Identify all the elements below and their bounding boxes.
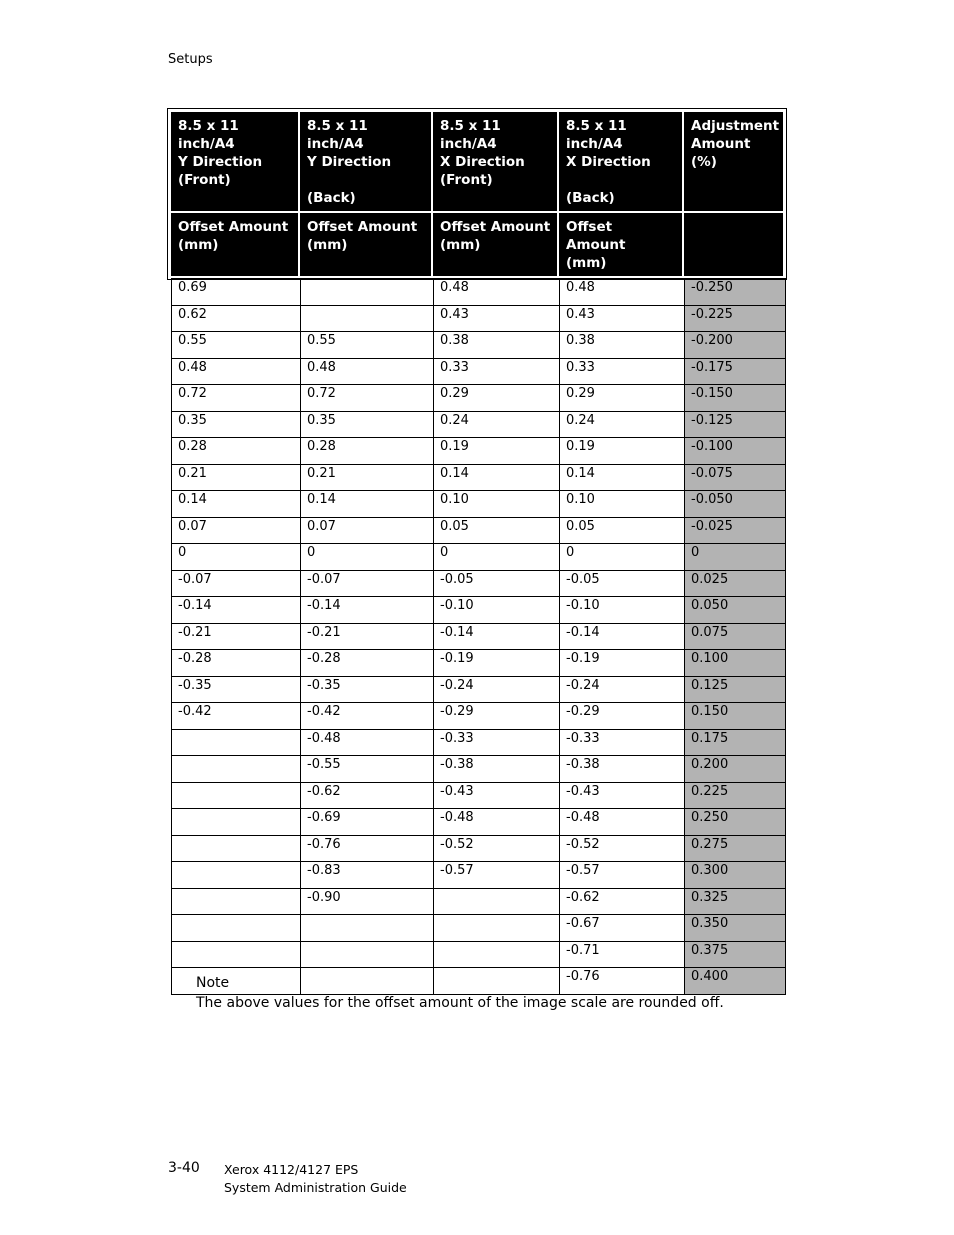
adjustment-cell: -0.225 xyxy=(685,305,786,332)
offset-cell: -0.83 xyxy=(301,862,434,889)
adjustment-cell: 0.350 xyxy=(685,915,786,942)
offset-cell: 0.07 xyxy=(172,517,301,544)
offset-cell: -0.19 xyxy=(560,650,685,677)
adjustment-cell: -0.250 xyxy=(685,279,786,306)
table-row xyxy=(172,756,786,783)
table-row xyxy=(172,650,786,677)
offset-cell: 0.33 xyxy=(434,358,560,385)
offset-cell: 0.55 xyxy=(301,332,434,359)
offset-cell: -0.05 xyxy=(560,570,685,597)
subheader-offset-3: Offset Amount (mm) xyxy=(432,212,558,277)
adjustment-cell: 0.325 xyxy=(685,888,786,915)
adjustment-cell: 0.100 xyxy=(685,650,786,677)
offset-table xyxy=(169,110,785,995)
offset-cell: -0.57 xyxy=(434,862,560,889)
offset-cell: -0.52 xyxy=(560,835,685,862)
adjustment-cell: -0.025 xyxy=(685,517,786,544)
adjustment-cell: 0.175 xyxy=(685,729,786,756)
footer-guide: System Administration Guide xyxy=(224,1180,407,1195)
offset-cell: -0.38 xyxy=(560,756,685,783)
subheader-offset-2: Offset Amount (mm) xyxy=(299,212,432,277)
table-row xyxy=(172,517,786,544)
offset-cell: -0.35 xyxy=(301,676,434,703)
offset-cell: 0.43 xyxy=(560,305,685,332)
table-row xyxy=(172,676,786,703)
footer-title xyxy=(224,1161,407,1197)
offset-cell: -0.42 xyxy=(301,703,434,730)
adjustment-cell: 0.150 xyxy=(685,703,786,730)
table-row xyxy=(172,888,786,915)
table-row xyxy=(172,703,786,730)
offset-cell: -0.07 xyxy=(172,570,301,597)
table-row xyxy=(172,729,786,756)
adjustment-cell: -0.150 xyxy=(685,385,786,412)
offset-cell: 0.38 xyxy=(434,332,560,359)
offset-cell: 0.29 xyxy=(434,385,560,412)
offset-cell: -0.33 xyxy=(560,729,685,756)
header-y-back: 8.5 x 11 inch/A4 Y Direction (Back) xyxy=(299,111,432,212)
offset-cell xyxy=(301,941,434,968)
header-x-front: 8.5 x 11 inch/A4 X Direction (Front) xyxy=(432,111,558,212)
offset-cell: 0.38 xyxy=(560,332,685,359)
table-row xyxy=(172,544,786,571)
offset-cell: -0.28 xyxy=(172,650,301,677)
offset-cell: -0.05 xyxy=(434,570,560,597)
offset-cell: 0.72 xyxy=(301,385,434,412)
offset-cell: -0.33 xyxy=(434,729,560,756)
subheader-offset-4: Offset Amount (mm) xyxy=(558,212,683,277)
table-row xyxy=(172,411,786,438)
offset-cell: 0 xyxy=(434,544,560,571)
offset-cell: -0.52 xyxy=(434,835,560,862)
offset-cell: -0.76 xyxy=(301,835,434,862)
offset-cell: 0.72 xyxy=(172,385,301,412)
offset-cell: -0.07 xyxy=(301,570,434,597)
header-adjustment: Adjustment Amount (%) xyxy=(683,111,784,212)
adjustment-cell: -0.175 xyxy=(685,358,786,385)
header-y-front: 8.5 x 11 inch/A4 Y Direction (Front) xyxy=(170,111,299,212)
offset-cell: 0 xyxy=(560,544,685,571)
offset-cell xyxy=(301,279,434,306)
header-x-back: 8.5 x 11 inch/A4 X Direction (Back) xyxy=(558,111,683,212)
offset-cell: 0.28 xyxy=(172,438,301,465)
offset-cell: -0.48 xyxy=(301,729,434,756)
offset-cell: 0.62 xyxy=(172,305,301,332)
subheader-offset-1: Offset Amount (mm) xyxy=(170,212,299,277)
offset-cell: -0.62 xyxy=(301,782,434,809)
offset-cell: 0.05 xyxy=(434,517,560,544)
offset-cell xyxy=(172,888,301,915)
table-body xyxy=(171,278,786,995)
adjustment-cell: 0.375 xyxy=(685,941,786,968)
offset-cell: -0.71 xyxy=(560,941,685,968)
offset-cell: -0.14 xyxy=(301,597,434,624)
note-title: Note xyxy=(196,975,230,991)
adjustment-cell: 0.200 xyxy=(685,756,786,783)
table-row xyxy=(172,305,786,332)
offset-cell: -0.42 xyxy=(172,703,301,730)
offset-cell: 0.14 xyxy=(560,464,685,491)
table-row xyxy=(172,570,786,597)
table-row xyxy=(172,385,786,412)
offset-cell: 0.19 xyxy=(560,438,685,465)
offset-cell: -0.14 xyxy=(434,623,560,650)
table-row xyxy=(172,332,786,359)
offset-cell: 0.48 xyxy=(172,358,301,385)
offset-cell: 0.55 xyxy=(172,332,301,359)
offset-cell xyxy=(172,729,301,756)
adjustment-cell: -0.200 xyxy=(685,332,786,359)
note-text: The above values for the offset amount of the image scale are rounded off. xyxy=(196,995,724,1011)
offset-cell xyxy=(434,888,560,915)
offset-cell xyxy=(434,941,560,968)
offset-cell: 0.14 xyxy=(434,464,560,491)
offset-cell: 0.48 xyxy=(301,358,434,385)
offset-cell: -0.19 xyxy=(434,650,560,677)
table-row xyxy=(172,862,786,889)
offset-cell: -0.67 xyxy=(560,915,685,942)
table-row xyxy=(172,279,786,306)
adjustment-cell: 0.250 xyxy=(685,809,786,836)
table-row xyxy=(172,915,786,942)
offset-cell xyxy=(172,915,301,942)
table-row xyxy=(172,835,786,862)
table-row xyxy=(172,464,786,491)
adjustment-cell: 0.400 xyxy=(685,968,786,995)
offset-cell: 0.21 xyxy=(172,464,301,491)
subheader-empty xyxy=(683,212,784,277)
offset-cell xyxy=(172,862,301,889)
offset-cell xyxy=(172,835,301,862)
offset-cell: 0 xyxy=(172,544,301,571)
offset-cell xyxy=(172,941,301,968)
offset-cell xyxy=(301,305,434,332)
adjustment-cell: 0.275 xyxy=(685,835,786,862)
offset-cell: -0.90 xyxy=(301,888,434,915)
offset-cell: 0.35 xyxy=(172,411,301,438)
offset-cell: 0.69 xyxy=(172,279,301,306)
offset-cell: -0.24 xyxy=(434,676,560,703)
offset-cell: -0.48 xyxy=(434,809,560,836)
table-row xyxy=(172,941,786,968)
offset-cell: -0.14 xyxy=(172,597,301,624)
offset-cell: -0.21 xyxy=(301,623,434,650)
offset-cell: -0.76 xyxy=(560,968,685,995)
table-row xyxy=(172,623,786,650)
adjustment-cell: 0.125 xyxy=(685,676,786,703)
offset-cell: 0.19 xyxy=(434,438,560,465)
offset-cell: 0.05 xyxy=(560,517,685,544)
table-row xyxy=(172,782,786,809)
adjustment-cell: 0.025 xyxy=(685,570,786,597)
offset-cell: -0.43 xyxy=(434,782,560,809)
offset-cell xyxy=(172,756,301,783)
adjustment-cell: 0 xyxy=(685,544,786,571)
offset-cell: -0.57 xyxy=(560,862,685,889)
adjustment-cell: -0.075 xyxy=(685,464,786,491)
offset-cell: 0.24 xyxy=(560,411,685,438)
table-row xyxy=(172,438,786,465)
offset-cell xyxy=(434,915,560,942)
adjustment-cell: -0.100 xyxy=(685,438,786,465)
offset-cell: -0.35 xyxy=(172,676,301,703)
note-block xyxy=(196,975,724,1011)
offset-cell: -0.29 xyxy=(434,703,560,730)
page-number: 3-40 xyxy=(168,1160,200,1176)
offset-cell: -0.62 xyxy=(560,888,685,915)
offset-cell: 0.33 xyxy=(560,358,685,385)
offset-cell: -0.28 xyxy=(301,650,434,677)
offset-cell: -0.48 xyxy=(560,809,685,836)
adjustment-cell: -0.125 xyxy=(685,411,786,438)
offset-cell: -0.10 xyxy=(434,597,560,624)
offset-cell: 0.35 xyxy=(301,411,434,438)
offset-cell: 0.43 xyxy=(434,305,560,332)
offset-cell: -0.14 xyxy=(560,623,685,650)
offset-cell: 0.10 xyxy=(560,491,685,518)
offset-cell: 0.29 xyxy=(560,385,685,412)
offset-cell: -0.55 xyxy=(301,756,434,783)
offset-cell: 0.21 xyxy=(301,464,434,491)
offset-cell: -0.38 xyxy=(434,756,560,783)
offset-cell: 0.24 xyxy=(434,411,560,438)
table-row xyxy=(172,597,786,624)
offset-cell: -0.10 xyxy=(560,597,685,624)
table-row xyxy=(172,809,786,836)
table-header xyxy=(169,110,785,278)
offset-cell xyxy=(301,915,434,942)
offset-cell: 0.07 xyxy=(301,517,434,544)
offset-cell: -0.69 xyxy=(301,809,434,836)
offset-cell: -0.43 xyxy=(560,782,685,809)
offset-cell: -0.24 xyxy=(560,676,685,703)
offset-cell: 0.28 xyxy=(301,438,434,465)
offset-cell: 0.14 xyxy=(301,491,434,518)
adjustment-cell: -0.050 xyxy=(685,491,786,518)
adjustment-cell: 0.075 xyxy=(685,623,786,650)
table-row xyxy=(172,358,786,385)
offset-cell: 0.48 xyxy=(434,279,560,306)
running-header: Setups xyxy=(168,52,213,67)
footer-product: Xerox 4112/4127 EPS xyxy=(224,1162,359,1177)
adjustment-cell: 0.050 xyxy=(685,597,786,624)
offset-cell: 0.14 xyxy=(172,491,301,518)
offset-cell xyxy=(172,782,301,809)
offset-cell: -0.21 xyxy=(172,623,301,650)
offset-cell: 0.10 xyxy=(434,491,560,518)
table-row xyxy=(172,491,786,518)
offset-cell: 0 xyxy=(301,544,434,571)
offset-cell xyxy=(172,809,301,836)
adjustment-cell: 0.300 xyxy=(685,862,786,889)
offset-cell: -0.29 xyxy=(560,703,685,730)
offset-cell: 0.48 xyxy=(560,279,685,306)
adjustment-cell: 0.225 xyxy=(685,782,786,809)
